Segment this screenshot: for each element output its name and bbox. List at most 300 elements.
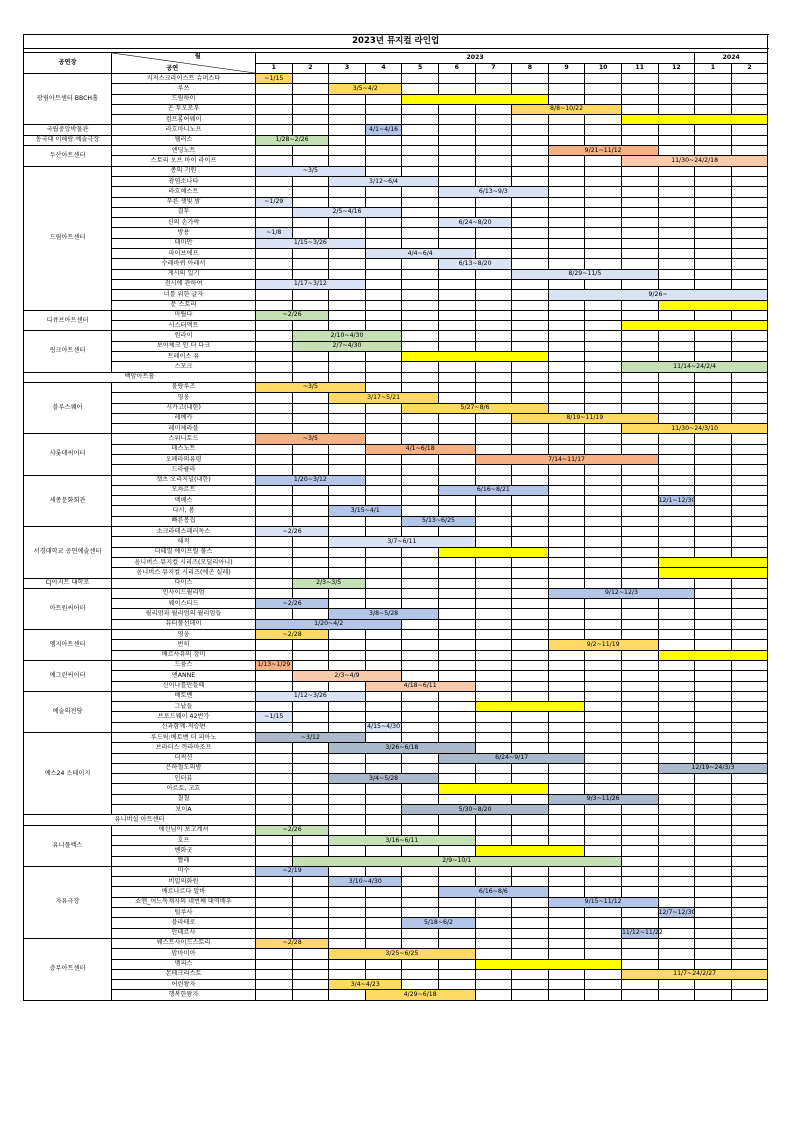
month-cell <box>365 382 402 392</box>
month-cell <box>512 228 549 238</box>
month-cell <box>731 866 768 876</box>
schedule-bar: ~3/5 <box>256 166 366 176</box>
month-cell <box>402 928 439 938</box>
month-cell <box>329 794 366 804</box>
venue-name: 엠지아트센터 <box>24 630 112 661</box>
month-cell <box>475 341 512 351</box>
month-cell <box>365 465 402 475</box>
month-cell <box>512 372 549 382</box>
schedule-bar: 3/15~4/1 <box>329 506 402 516</box>
month-cell <box>402 259 439 269</box>
show-row <box>24 928 768 938</box>
show-name: 옴니버스 뮤지컬 시리즈(모딜리아니) <box>112 557 256 567</box>
month-cell <box>585 908 622 918</box>
month-cell <box>475 578 512 588</box>
schedule-bar: 6/24~9/17 <box>438 753 584 763</box>
month-cell <box>548 197 585 207</box>
show-name: 파이브에프 <box>112 249 256 259</box>
month-cell <box>256 403 293 413</box>
month-cell <box>475 774 512 784</box>
month-cell <box>621 279 658 289</box>
month-cell <box>329 527 366 537</box>
month-cell <box>585 619 622 629</box>
month-cell <box>658 856 695 866</box>
month-cell <box>695 465 732 475</box>
month-cell <box>402 475 439 485</box>
month-cell <box>585 733 622 743</box>
month-cell <box>658 146 695 156</box>
month-cell <box>695 866 732 876</box>
month-cell <box>585 341 622 351</box>
month-cell <box>695 496 732 506</box>
month-cell <box>621 557 658 567</box>
month-cell <box>475 382 512 392</box>
month-cell <box>329 928 366 938</box>
month-cell <box>329 588 366 598</box>
month-header-6: 6 <box>438 63 475 74</box>
month-cell <box>475 660 512 670</box>
month-cell <box>365 887 402 897</box>
month-cell <box>621 733 658 743</box>
month-cell <box>256 722 293 732</box>
month-cell <box>548 949 585 959</box>
month-cell <box>329 454 366 464</box>
month-cell <box>512 527 549 537</box>
venue-name: 동국대 이해랑 예술극장 <box>24 135 112 145</box>
month-cell <box>512 393 549 403</box>
month-cell <box>548 938 585 948</box>
month-cell <box>585 506 622 516</box>
month-cell <box>329 805 366 815</box>
month-cell <box>621 537 658 547</box>
month-cell <box>475 877 512 887</box>
month-cell <box>548 94 585 104</box>
month-cell <box>402 506 439 516</box>
month-cell <box>438 825 475 835</box>
month-cell <box>475 104 512 114</box>
month-cell <box>402 279 439 289</box>
month-cell <box>512 691 549 701</box>
month-cell <box>292 485 329 495</box>
month-cell <box>585 279 622 289</box>
month-cell <box>438 321 475 331</box>
month-cell <box>475 269 512 279</box>
month-cell <box>292 321 329 331</box>
show-row <box>24 341 768 351</box>
month-cell <box>329 218 366 228</box>
month-cell <box>329 702 366 712</box>
month-cell <box>438 527 475 537</box>
month-cell <box>402 166 439 176</box>
month-cell <box>548 382 585 392</box>
month-cell <box>548 279 585 289</box>
month-cell <box>731 846 768 856</box>
month-cell <box>292 393 329 403</box>
month-cell <box>402 74 439 84</box>
schedule-bar: 3/8~5/28 <box>329 609 439 619</box>
show-name: 전시에 관하여 <box>112 279 256 289</box>
month-cell <box>475 938 512 948</box>
month-cell <box>512 166 549 176</box>
month-cell <box>438 413 475 423</box>
month-cell <box>256 671 293 681</box>
month-cell <box>292 969 329 979</box>
month-cell <box>512 733 549 743</box>
month-cell <box>621 475 658 485</box>
month-cell <box>329 413 366 423</box>
month-cell <box>475 516 512 526</box>
month-cell <box>292 125 329 135</box>
month-cell <box>256 84 293 94</box>
month-cell <box>585 763 622 773</box>
month-cell <box>621 763 658 773</box>
month-cell <box>402 125 439 135</box>
show-name: 드라큘라 <box>112 465 256 475</box>
month-cell <box>402 733 439 743</box>
month-cell <box>438 382 475 392</box>
month-cell <box>658 660 695 670</box>
month-cell <box>475 279 512 289</box>
schedule-bar: 11/30~24/3/10 <box>621 424 767 434</box>
month-cell <box>731 660 768 670</box>
schedule-bar <box>621 321 767 331</box>
month-header-14: 2 <box>731 63 768 74</box>
month-cell <box>475 609 512 619</box>
month-cell <box>512 918 549 928</box>
month-cell <box>548 84 585 94</box>
month-cell <box>365 352 402 362</box>
month-cell <box>365 547 402 557</box>
month-cell <box>695 187 732 197</box>
month-cell <box>621 485 658 495</box>
month-cell <box>585 918 622 928</box>
month-cell <box>512 630 549 640</box>
show-row <box>24 300 768 310</box>
month-cell <box>695 249 732 259</box>
month-cell <box>585 393 622 403</box>
month-cell <box>365 321 402 331</box>
month-cell <box>329 156 366 166</box>
month-cell <box>365 557 402 567</box>
month-cell <box>585 352 622 362</box>
month-cell <box>256 465 293 475</box>
month-cell <box>512 176 549 186</box>
month-cell <box>475 671 512 681</box>
month-cell <box>731 918 768 928</box>
show-name: 인사이드윌리엄 <box>112 588 256 598</box>
month-cell <box>438 980 475 990</box>
month-cell <box>695 733 732 743</box>
month-cell <box>329 444 366 454</box>
schedule-bar: ~2/28 <box>256 630 329 640</box>
month-cell <box>475 949 512 959</box>
show-name: 안데르사 <box>112 928 256 938</box>
month-cell <box>585 197 622 207</box>
schedule-bar: 2/5~4/16 <box>292 207 402 217</box>
month-cell <box>731 599 768 609</box>
show-row <box>24 352 768 362</box>
show-row <box>24 856 768 866</box>
month-cell <box>402 619 439 629</box>
month-cell <box>475 835 512 845</box>
month-cell <box>365 300 402 310</box>
month-cell <box>292 413 329 423</box>
month-cell <box>475 815 512 825</box>
month-cell <box>512 197 549 207</box>
month-cell <box>329 269 366 279</box>
lineup-sheet <box>23 34 768 1001</box>
month-cell <box>256 300 293 310</box>
month-cell <box>402 897 439 907</box>
month-cell <box>621 259 658 269</box>
month-cell <box>621 815 658 825</box>
month-cell <box>475 321 512 331</box>
month-cell <box>658 877 695 887</box>
month-cell <box>585 949 622 959</box>
month-cell <box>475 908 512 918</box>
month-cell <box>256 547 293 557</box>
show-name: 레베카 <box>112 413 256 423</box>
show-name: 빠른봉집 <box>112 516 256 526</box>
month-cell <box>621 496 658 506</box>
month-cell <box>438 938 475 948</box>
month-cell <box>402 197 439 207</box>
month-cell <box>695 310 732 320</box>
show-row <box>24 825 768 835</box>
schedule-bar: ~1/8 <box>256 228 293 238</box>
show-row <box>24 465 768 475</box>
month-cell <box>365 485 402 495</box>
month-cell <box>658 382 695 392</box>
month-cell <box>548 115 585 125</box>
month-cell <box>256 424 293 434</box>
month-cell <box>512 424 549 434</box>
month-cell <box>621 980 658 990</box>
month-cell <box>731 475 768 485</box>
show-row <box>24 619 768 629</box>
month-cell <box>365 908 402 918</box>
month-cell <box>695 990 732 1000</box>
month-cell <box>658 485 695 495</box>
month-header-7: 7 <box>475 63 512 74</box>
show-name: 시카고(내한) <box>112 403 256 413</box>
month-cell <box>438 908 475 918</box>
month-cell <box>731 352 768 362</box>
month-cell <box>658 249 695 259</box>
month-cell <box>329 815 366 825</box>
show-name: 옴니버스 뮤지컬 시리즈(에곤 실레) <box>112 568 256 578</box>
month-cell <box>548 259 585 269</box>
month-cell <box>548 300 585 310</box>
month-cell <box>292 444 329 454</box>
month-cell <box>658 846 695 856</box>
schedule-bar: 9/26~ <box>548 290 768 300</box>
schedule-bar: 5/18~6/2 <box>402 918 475 928</box>
month-cell <box>402 712 439 722</box>
month-cell <box>438 619 475 629</box>
month-cell <box>512 341 549 351</box>
month-cell <box>438 599 475 609</box>
month-cell <box>512 599 549 609</box>
month-cell <box>365 279 402 289</box>
month-cell <box>292 815 329 825</box>
month-cell <box>365 959 402 969</box>
show-name: 블라테로 <box>112 918 256 928</box>
month-cell <box>731 135 768 145</box>
show-row <box>24 187 768 197</box>
month-cell <box>256 269 293 279</box>
month-cell <box>658 516 695 526</box>
month-cell <box>731 166 768 176</box>
show-row <box>24 94 768 104</box>
month-cell <box>695 166 732 176</box>
month-cell <box>402 310 439 320</box>
month-cell <box>585 547 622 557</box>
month-cell <box>621 599 658 609</box>
month-cell <box>438 279 475 289</box>
month-cell <box>292 918 329 928</box>
month-cell <box>292 496 329 506</box>
month-cell <box>292 506 329 516</box>
month-cell <box>475 146 512 156</box>
show-row <box>24 269 768 279</box>
month-cell <box>621 805 658 815</box>
month-cell <box>548 176 585 186</box>
month-cell <box>329 938 366 948</box>
show-row <box>24 74 768 84</box>
month-cell <box>731 146 768 156</box>
month-cell <box>329 259 366 269</box>
month-cell <box>365 424 402 434</box>
month-cell <box>621 753 658 763</box>
show-name: 다이스 <box>112 578 256 588</box>
month-cell <box>548 125 585 135</box>
show-name: 더픽션 <box>112 753 256 763</box>
show-row <box>24 506 768 516</box>
month-cell <box>329 249 366 259</box>
month-cell <box>365 691 402 701</box>
month-cell <box>695 805 732 815</box>
month-cell <box>731 84 768 94</box>
month-cell <box>548 691 585 701</box>
month-cell <box>402 156 439 166</box>
month-cell <box>731 578 768 588</box>
month-cell <box>658 465 695 475</box>
schedule-bar: ~3/12 <box>256 733 366 743</box>
month-cell <box>475 681 512 691</box>
month-cell <box>621 990 658 1000</box>
schedule-bar: ~2/26 <box>256 825 329 835</box>
month-cell <box>548 784 585 794</box>
month-cell <box>365 825 402 835</box>
month-cell <box>256 650 293 660</box>
month-cell <box>548 372 585 382</box>
month-cell <box>512 321 549 331</box>
month-cell <box>292 94 329 104</box>
month-cell <box>621 341 658 351</box>
month-cell <box>512 774 549 784</box>
month-cell <box>292 465 329 475</box>
month-cell <box>548 619 585 629</box>
show-row <box>24 784 768 794</box>
month-cell <box>256 908 293 918</box>
month-cell <box>585 382 622 392</box>
month-cell <box>621 630 658 640</box>
month-cell <box>621 835 658 845</box>
month-cell <box>438 866 475 876</box>
month-cell <box>731 485 768 495</box>
month-cell <box>695 897 732 907</box>
show-row <box>24 290 768 300</box>
month-cell <box>695 516 732 526</box>
venue-header: 공연장 <box>24 53 112 74</box>
month-cell <box>548 485 585 495</box>
month-header-4: 4 <box>365 63 402 74</box>
schedule-bar: 4/18~6/11 <box>365 681 475 691</box>
month-cell <box>731 959 768 969</box>
month-cell <box>402 588 439 598</box>
month-cell <box>438 959 475 969</box>
month-cell <box>292 660 329 670</box>
month-cell <box>658 434 695 444</box>
month-cell <box>438 115 475 125</box>
show-row <box>24 949 768 959</box>
schedule-bar: 9/15~11/12 <box>548 897 658 907</box>
month-cell <box>292 805 329 815</box>
month-cell <box>731 434 768 444</box>
month-cell <box>438 578 475 588</box>
month-cell <box>256 321 293 331</box>
month-cell <box>475 619 512 629</box>
month-cell <box>402 341 439 351</box>
show-row <box>24 959 768 969</box>
month-cell <box>548 331 585 341</box>
month-cell <box>585 990 622 1000</box>
month-cell <box>256 784 293 794</box>
month-cell <box>475 176 512 186</box>
month-cell <box>621 403 658 413</box>
month-cell <box>329 722 366 732</box>
month-cell <box>548 475 585 485</box>
month-cell <box>256 856 293 866</box>
schedule-bar: 6/13~8/20 <box>438 259 511 269</box>
month-cell <box>438 166 475 176</box>
month-cell <box>438 269 475 279</box>
month-cell <box>256 156 293 166</box>
show-row <box>24 84 768 94</box>
schedule-bar: 6/13~9/3 <box>438 187 548 197</box>
show-row <box>24 568 768 578</box>
month-cell <box>475 640 512 650</box>
show-row <box>24 671 768 681</box>
month-cell <box>256 681 293 691</box>
month-cell <box>512 866 549 876</box>
month-cell <box>475 228 512 238</box>
venue-name: 유니버설 아트센터 <box>24 815 256 825</box>
month-cell <box>475 599 512 609</box>
month-cell <box>548 980 585 990</box>
month-cell <box>365 938 402 948</box>
month-cell <box>256 702 293 712</box>
month-cell <box>512 980 549 990</box>
month-cell <box>548 887 585 897</box>
month-cell <box>256 125 293 135</box>
month-cell <box>438 454 475 464</box>
month-cell <box>731 630 768 640</box>
venue-name: 유니플렉스 <box>24 825 112 866</box>
show-row <box>24 434 768 444</box>
month-cell <box>585 650 622 660</box>
